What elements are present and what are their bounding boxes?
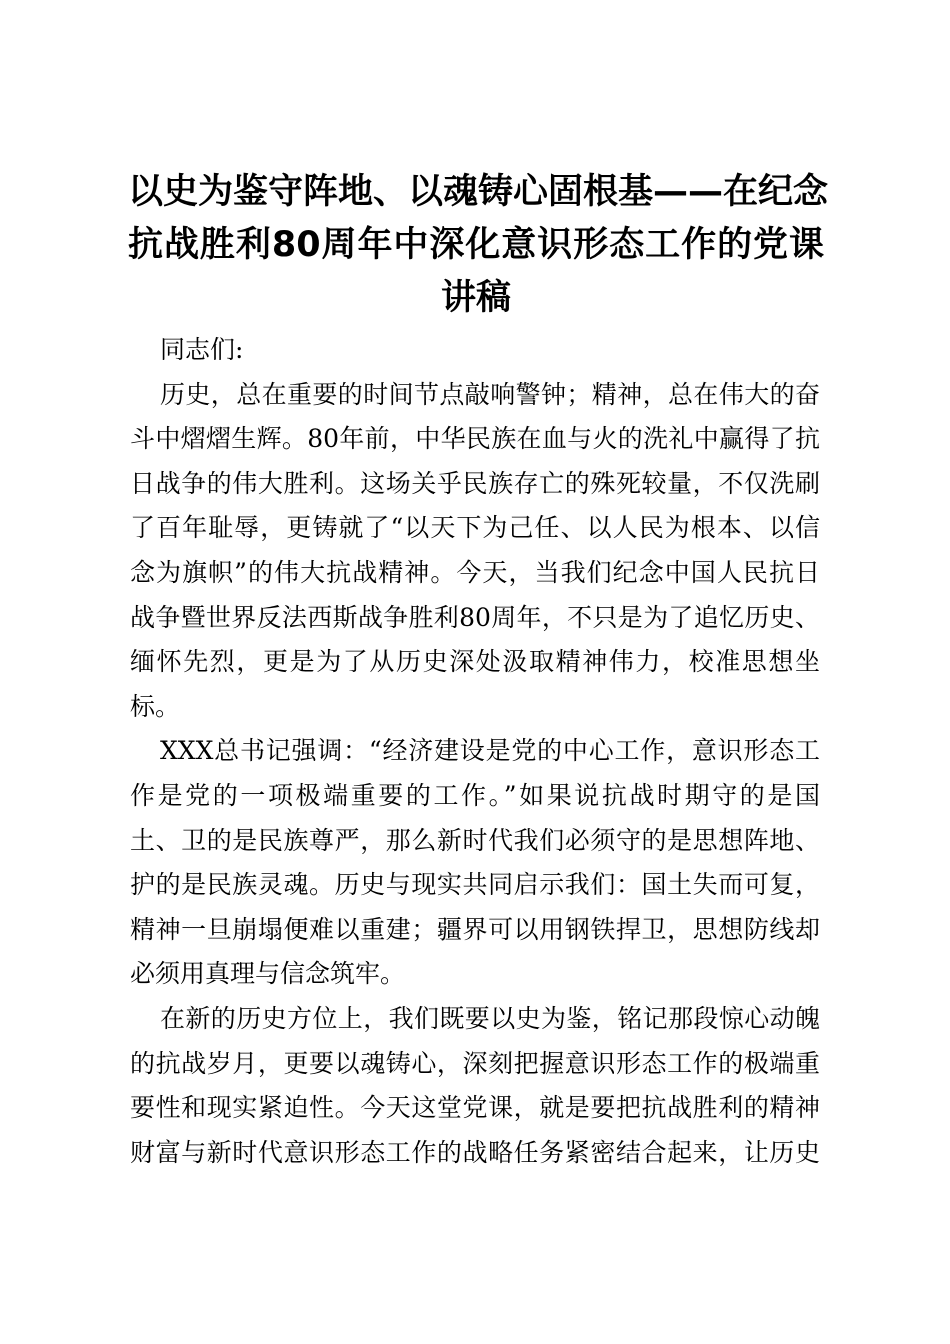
- paragraph-2: [130, 729, 820, 997]
- text-line: 财富与新时代意识形态工作的战略任务紧密结合起来，让历史: [130, 1137, 820, 1167]
- title-line: 以史为鉴守阵地、以魂铸心固根基——在纪念: [128, 172, 829, 212]
- document-title: [128, 166, 829, 325]
- text-line: 土、卫的是民族尊严，那么新时代我们必须守的是思想阵地、: [130, 825, 820, 855]
- text-line: 缅怀先烈，更是为了从历史深处汲取精神伟力，校准思想坐: [130, 647, 820, 677]
- title-line: 讲稿: [440, 278, 511, 318]
- text-line: 在新的历史方位上，我们既要以史为鉴，铭记那段惊心动魄: [160, 1003, 820, 1033]
- text-line: 必须用真理与信念筑牢。: [130, 959, 406, 989]
- text-line: 念为旗帜”的伟大抗战精神。今天，当我们纪念中国人民抗日: [130, 557, 820, 587]
- text-line: 精神一旦崩塌便难以重建；疆界可以用钢铁捍卫，思想防线却: [130, 914, 820, 944]
- text-line: 标。: [130, 691, 181, 721]
- text-line: 的抗战岁月，更要以魂铸心，深刻把握意识形态工作的极端重: [130, 1048, 820, 1078]
- text-line: 作是党的一项极端重要的工作。”如果说抗战时期守的是国: [130, 780, 820, 810]
- text-line: 了百年耻辱，更铸就了“以天下为己任、以人民为根本、以信: [130, 513, 820, 543]
- title-line: 抗战胜利80周年中深化意识形态工作的党课: [128, 225, 824, 265]
- text-line: 历史，总在重要的时间节点敲响警钟；精神，总在伟大的奋: [160, 379, 820, 409]
- text-line: 斗中熠熠生辉。80年前，中华民族在血与火的洗礼中赢得了抗: [130, 424, 820, 454]
- paragraph-3: [130, 997, 820, 1175]
- text-line: 日战争的伟大胜利。这场关乎民族存亡的殊死较量，不仅洗刷: [130, 468, 820, 498]
- paragraph-1: [130, 373, 820, 730]
- salutation: 同志们:: [160, 335, 244, 364]
- text-line: XXX总书记强调：“经济建设是党的中心工作，意识形态工: [160, 736, 820, 766]
- text-line: 要性和现实紧迫性。今天这堂党课，就是要把抗战胜利的精神: [130, 1093, 820, 1123]
- text-line: 战争暨世界反法西斯战争胜利80周年，不只是为了追忆历史、: [130, 602, 820, 632]
- document-body: [130, 328, 820, 1175]
- text-line: 护的是民族灵魂。历史与现实共同启示我们：国土失而可复，: [130, 870, 820, 900]
